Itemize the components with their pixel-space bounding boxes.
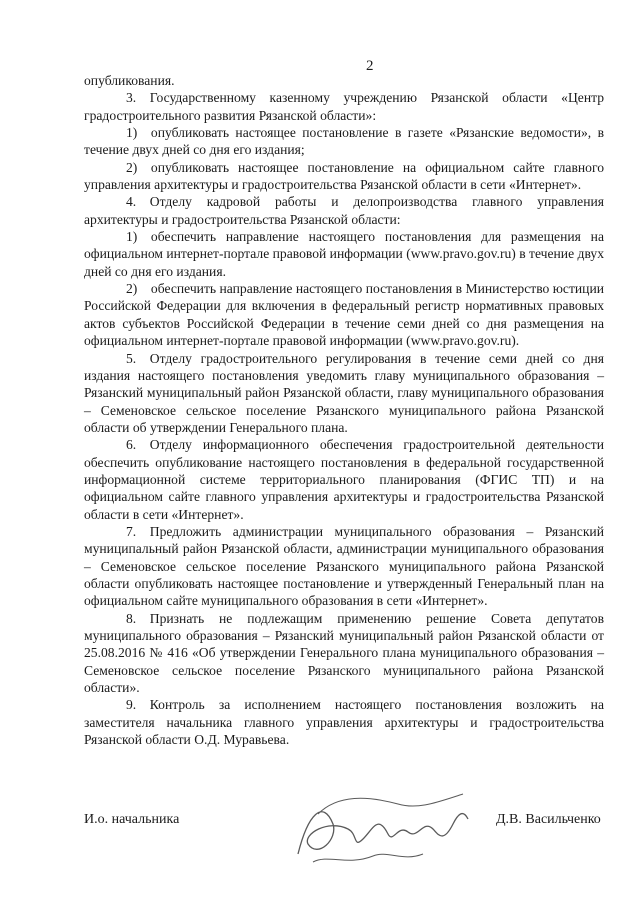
paragraph-4-2: 2) обеспечить направление настоящего постановления в Министерство юстиции Российской Федерации для включения в федеральный регистр нормативных правовых актов субъектов Российской Федерации в течение семи дней со дня размещения на официальном интернет-портале правовой информации (www.pravo.gov.ru). [84, 281, 604, 349]
signer-name: Д.В. Васильченко [496, 812, 601, 827]
paragraph-3: 3. Государственному казенному учреждению Рязанской области «Центр градостроительного развития Рязанской области»: [84, 90, 604, 123]
signer-position: И.о. начальника [84, 812, 180, 827]
paragraph-4: 4. Отделу кадровой работы и делопроизводства главного управления архитектуры и градостроительства Рязанской области: [84, 194, 604, 227]
paragraph-7: 7. Предложить администрации муниципального образования – Рязанский муниципальный район Рязанской области, администрации муниципального образования – Семеновское сельское поселение Рязанского муниципального района Рязанской области опубликовать настоящее постановление и утвержденный Генеральный план на официальном сайте муниципального образования в сети «Интернет». [84, 523, 604, 609]
handwritten-signature [278, 784, 478, 874]
paragraph-6: 6. Отделу информационного обеспечения градостроительной деятельности обеспечить опубликование настоящего постановления в федеральной государственной информационной системе территориального планирования (ФГИС ТП) и на официальном сайте главного управления архитектуры и градостроительства Рязанской области в сети «Интернет». [84, 437, 604, 522]
paragraph-3-2: 2) опубликовать настоящее постановление на официальном сайте главного управления архитектуры и градостроительства Рязанской области в сети «Интернет». [84, 159, 604, 193]
paragraph-3-1: 1) опубликовать настоящее постановление в газете «Рязанские ведомости», в течение двух дней со дня его издания; [84, 125, 604, 158]
paragraph-5: 5. Отделу градостроительного регулирования в течение семи дней со дня издания настоящего постановления уведомить главу муниципального образования – Рязанский муниципальный район Рязанской области, главу муниципального образования – Семеновское сельское поселение Рязанского муниципального района Рязанской области об утверждении Генерального плана. [84, 350, 604, 435]
paragraph-9: 9. Контроль за исполнением настоящего постановления возложить на заместителя начальника главного управления архитектуры и градостроительства Рязанской области О.Д. Муравьева. [84, 697, 604, 748]
paragraph-4-1: 1) обеспечить направление настоящего постановления для размещения на официальном интернет-портале правовой информации (www.pravo.gov.ru) в течение двух дней со дня его издания. [84, 229, 604, 279]
page-number: 2 [366, 58, 374, 74]
paragraph-continuation: опубликования. [84, 73, 175, 88]
paragraph-8: 8. Признать не подлежащим применению решение Совета депутатов муниципального образования – Рязанский муниципальный район Рязанской области от 25.08.2016 № 416 «Об утверждении Генерального плана муниципального образования – Семеновское сельское поселение Рязанского муниципального района Рязанской области». [84, 610, 604, 696]
document-body [84, 72, 604, 748]
